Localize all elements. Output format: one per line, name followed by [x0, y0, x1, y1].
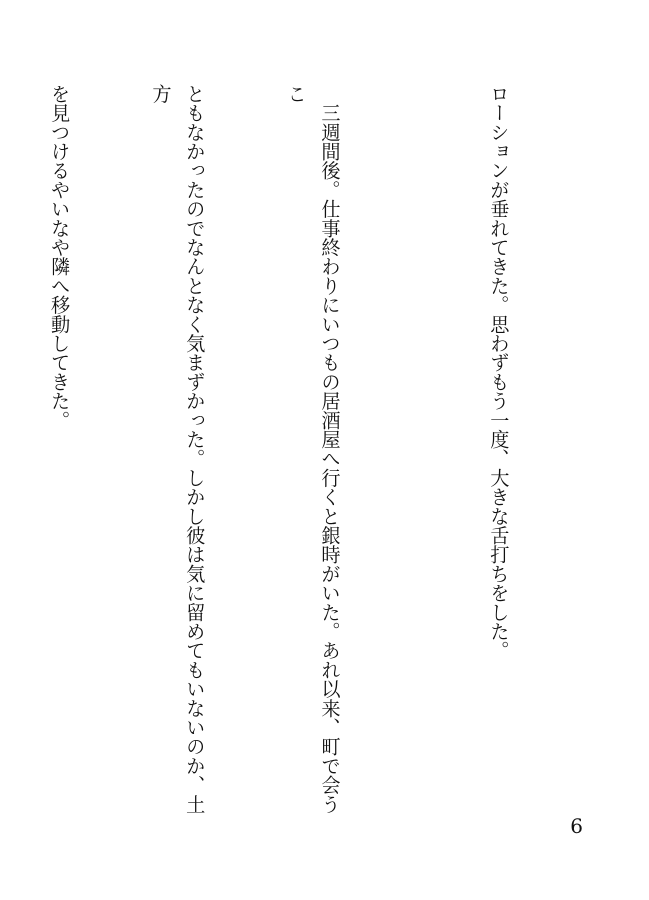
text-line: 三週間後。仕事終わりにいつもの居酒屋へ行くと銀時がいた。あれ以来、町で会うこ — [284, 84, 342, 814]
vertical-text-body — [43, 84, 583, 824]
text-line: ローションが垂れてきた。思わずもう一度、大きな舌打ちをした。 — [487, 84, 511, 660]
text-line: を見つけるやいなや隣へ移動してきた。 — [48, 84, 72, 430]
page-number: 6 — [570, 814, 583, 838]
text-line: ともなかったのでなんとなく気まずかった。しかし彼は気に留めてもいないのか、土方 — [149, 84, 207, 814]
